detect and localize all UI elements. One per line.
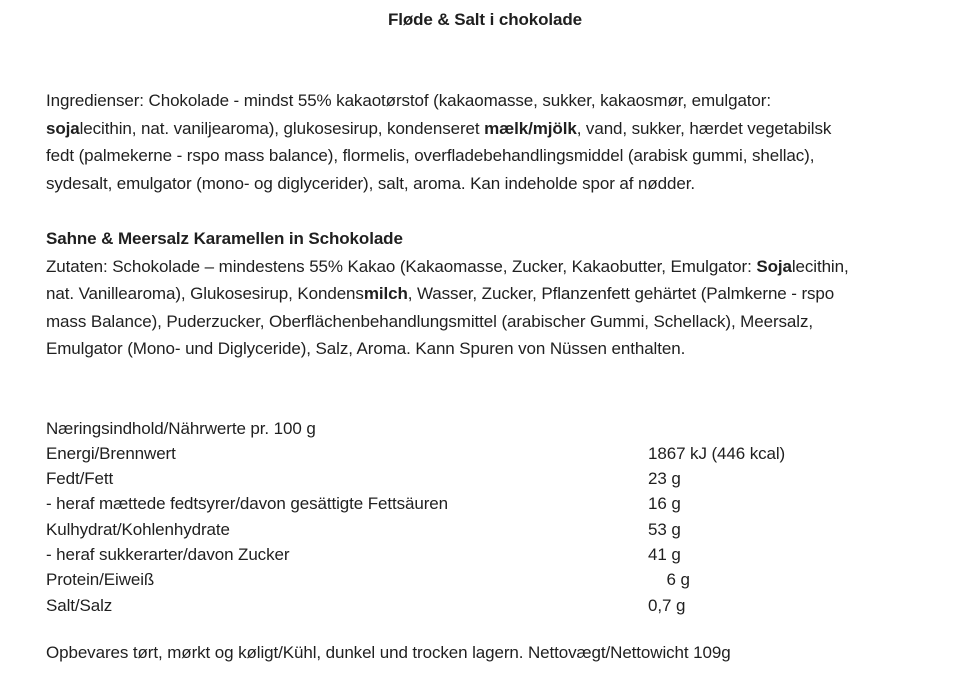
nutrition-value: 41 g [648,544,681,564]
text-segment: Zutaten: Schokolade – mindestens 55% Kakao (Kakaomasse, Zucker, Kakaobutter, Emulgator: [46,256,757,276]
nutrition-row-fat [46,466,970,491]
nutrition-value: 1867 kJ (446 kcal) [648,443,786,463]
allergen-bold-segment: milch [363,284,408,303]
text-segment: sydesalt, emulgator (mono- og diglycerider), salt, aroma. Kan indeholde spor af nødder. [46,173,695,193]
text-segment: lecithin, [791,256,849,276]
text-line [46,335,940,363]
nutrition-table [46,416,970,618]
text-segment: Ingredienser: Chokolade - mindst 55% kakaotørstof (kakaomasse, sukker, kakaosmør, emulgator: [46,91,771,110]
storage-note: Opbevares tørt, mørkt og køligt/Kühl, dunkel und trocken lagern. Nettovægt/Nettowicht 109g [46,642,731,662]
nutrition-row-salt [46,593,970,618]
nutrition-label: - heraf sukkerarter/davon Zucker [46,544,290,564]
allergen-bold-segment: soja [46,118,80,138]
german-section-heading: Sahne & Meersalz Karamellen in Schokolade [46,229,403,248]
text-segment: , vand, sukker, hærdet vegetabilsk [576,118,832,138]
text-segment: nat. Vanillearoma), Glukosesirup, Kondens [46,284,364,303]
text-line [46,308,940,336]
allergen-bold-segment: mælk/mjölk [484,118,577,138]
nutrition-row-carbohydrate [46,517,970,542]
ingredients-german-paragraph [46,253,940,363]
nutrition-value: 0,7 g [648,595,686,615]
text-line [46,280,940,308]
allergen-bold-segment: Soja [756,256,792,276]
text-segment: lecithin, nat. vaniljearoma), glukosesirup, kondenseret [79,118,485,138]
text-line [46,170,940,198]
text-segment: fedt (palmekerne - rspo mass balance), flormelis, overfladebehandlingsmiddel (arabisk gummi, shellac), [46,146,815,165]
nutrition-label: Kulhydrat/Kohlenhydrate [46,519,230,539]
nutrition-row-energy [46,441,970,466]
nutrition-label: Fedt/Fett [46,469,114,489]
text-segment: , Wasser, Zucker, Pflanzenfett gehärtet (Palmkerne - rspo [407,284,835,303]
nutrition-value: 53 g [648,519,681,539]
text-line [46,115,940,143]
nutrition-row-protein [46,567,970,592]
text-line [46,142,940,170]
nutrition-label: - heraf mættede fedtsyrer/davon gesättigte Fettsäuren [46,494,448,514]
nutrition-value: 16 g [648,494,681,514]
nutrition-row-saturated-fat [46,491,970,516]
nutrition-header: Næringsindhold/Nährwerte pr. 100 g [46,418,316,438]
nutrition-value: 6 g [648,570,690,590]
nutrition-label: Protein/Eiweiß [46,570,155,590]
text-segment: mass Balance), Puderzucker, Oberflächenbehandlungsmittel (arabischer Gummi, Schellack), Meersalz, [46,311,813,331]
page-title: Fløde & Salt i chokolade [387,10,583,29]
text-segment: Emulgator (Mono- und Diglyceride), Salz, Aroma. Kann Spuren von Nüssen enthalten. [46,339,686,358]
text-line [46,87,940,115]
nutrition-label: Energi/Brennwert [46,443,176,463]
text-line [46,253,940,281]
nutrition-value: 23 g [648,469,681,489]
nutrition-label: Salt/Salz [46,595,113,615]
nutrition-row-sugars [46,542,970,567]
ingredients-danish-paragraph [46,87,940,197]
